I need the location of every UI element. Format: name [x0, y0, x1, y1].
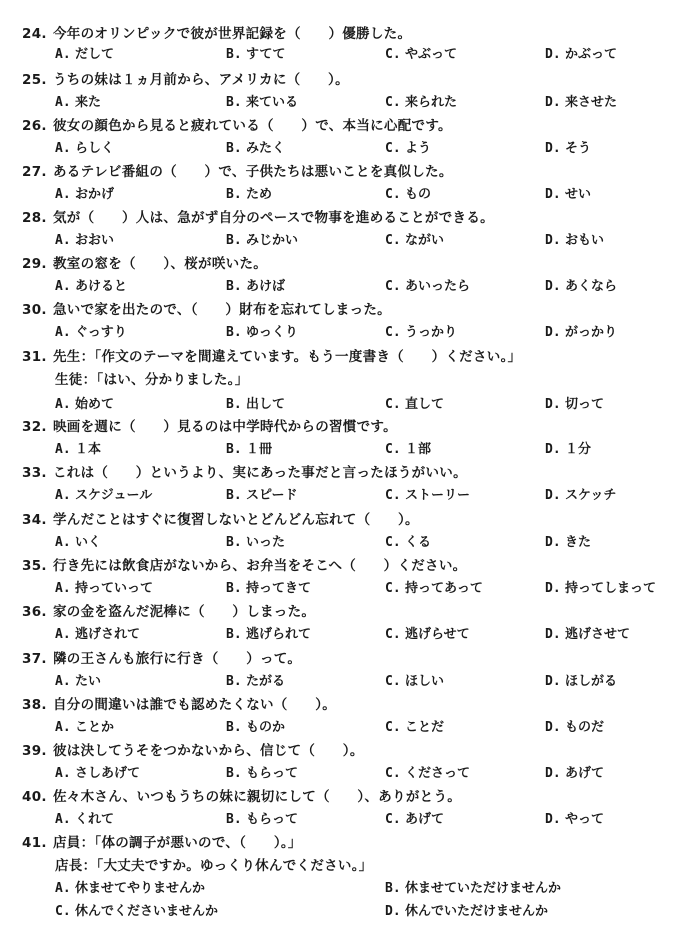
- option-letter: A.: [55, 141, 71, 156]
- option-b[interactable]: [226, 442, 272, 458]
- option-c[interactable]: [385, 233, 444, 249]
- question-stem: [22, 558, 466, 574]
- question-text: 学んだことはすぐに復習しないとどんどん忘れて（ ）。: [53, 512, 419, 528]
- option-text: 持ってきて: [246, 581, 312, 596]
- option-letter: C.: [385, 766, 401, 781]
- option-a[interactable]: [55, 581, 153, 597]
- option-letter: C.: [385, 141, 401, 156]
- option-text: たい: [75, 674, 102, 689]
- question-stem: [22, 256, 267, 272]
- option-a[interactable]: [55, 95, 101, 111]
- question-number: 37.: [22, 651, 47, 667]
- question-stem: [22, 118, 452, 134]
- option-c[interactable]: [385, 674, 444, 690]
- option-letter: A.: [55, 187, 71, 202]
- option-b[interactable]: [226, 279, 285, 295]
- option-c[interactable]: [385, 627, 470, 643]
- option-a[interactable]: [55, 141, 114, 157]
- question-stem: [22, 465, 467, 481]
- option-c[interactable]: [385, 325, 457, 341]
- option-letter: A.: [55, 766, 71, 781]
- question-text: 今年のオリンピックで彼が世界記録を（ ）優勝した。: [53, 26, 412, 42]
- option-d[interactable]: [545, 233, 604, 249]
- question-text: 佐々木さん、いつもうちの妹に親切にして（ ）、ありがとう。: [53, 789, 462, 805]
- option-letter: B.: [226, 233, 242, 248]
- question-text: 彼は決してうそをつかないから、信じて（ ）。: [53, 743, 364, 759]
- option-d[interactable]: [385, 904, 548, 920]
- option-letter: B.: [385, 881, 401, 896]
- question-text: 気が（ ）人は、急がず自分のペースで物事を進めることができる。: [53, 210, 494, 226]
- question-number: 25.: [22, 72, 47, 88]
- option-b[interactable]: [226, 233, 298, 249]
- option-letter: C.: [385, 720, 401, 735]
- option-letter: B.: [226, 141, 242, 156]
- option-letter: B.: [226, 812, 242, 827]
- option-letter: B.: [226, 720, 242, 735]
- option-letter: A.: [55, 279, 71, 294]
- option-letter: A.: [55, 581, 71, 596]
- question-stem: [22, 164, 453, 180]
- option-text: あけると: [75, 279, 128, 294]
- option-a[interactable]: [55, 720, 114, 736]
- option-letter: C.: [385, 627, 401, 642]
- option-letter: B.: [226, 397, 242, 412]
- option-c[interactable]: [385, 279, 470, 295]
- option-a[interactable]: [55, 233, 114, 249]
- option-a[interactable]: [55, 442, 101, 458]
- option-letter: C.: [385, 47, 401, 62]
- option-letter: D.: [545, 674, 561, 689]
- option-text: あげて: [565, 766, 605, 781]
- option-letter: D.: [545, 812, 561, 827]
- option-text: 休ませていただけませんか: [405, 881, 562, 896]
- option-letter: B.: [226, 279, 242, 294]
- question-text: 彼女の顔色から見ると疲れている（ ）で、本当に心配です。: [53, 118, 452, 134]
- option-text: くれて: [75, 812, 115, 827]
- option-letter: D.: [545, 325, 561, 340]
- option-text: ことだ: [405, 720, 445, 735]
- question-stem: [22, 72, 349, 88]
- option-letter: B.: [226, 187, 242, 202]
- option-d[interactable]: [545, 95, 617, 111]
- option-text: １部: [405, 442, 432, 457]
- question-stem: [22, 210, 494, 226]
- option-text: 休んでくださいませんか: [75, 904, 219, 919]
- option-text: よう: [405, 141, 432, 156]
- option-letter: C.: [385, 233, 401, 248]
- question-stem: [22, 512, 419, 528]
- option-letter: C.: [385, 279, 401, 294]
- option-text: もの: [405, 187, 432, 202]
- option-letter: C.: [385, 95, 401, 110]
- option-a[interactable]: [55, 627, 140, 643]
- option-letter: A.: [55, 47, 71, 62]
- option-letter: C.: [385, 187, 401, 202]
- question-number: 32.: [22, 419, 47, 435]
- option-text: ものか: [246, 720, 286, 735]
- dialog-line: 生徒：「はい、分かりました。」: [55, 372, 249, 388]
- option-b[interactable]: [226, 187, 272, 203]
- option-b[interactable]: [226, 627, 311, 643]
- option-b[interactable]: [226, 325, 298, 341]
- option-d[interactable]: [545, 627, 630, 643]
- option-letter: A.: [55, 488, 71, 503]
- option-c[interactable]: [385, 95, 457, 111]
- question-text: うちの妹は１ヵ月前から、アメリカに（ ）。: [53, 72, 349, 88]
- option-d[interactable]: [545, 766, 604, 782]
- option-text: あくなら: [565, 279, 618, 294]
- question-stem: [22, 835, 302, 851]
- option-text: １分: [565, 442, 592, 457]
- question-stem: [22, 789, 461, 805]
- option-text: あいったら: [405, 279, 471, 294]
- option-d[interactable]: [545, 720, 604, 736]
- option-c[interactable]: [385, 141, 431, 157]
- option-letter: B.: [226, 325, 242, 340]
- option-text: 出して: [246, 397, 286, 412]
- option-letter: B.: [226, 47, 242, 62]
- option-letter: A.: [55, 535, 71, 550]
- option-text: ことか: [75, 720, 115, 735]
- option-letter: B.: [226, 95, 242, 110]
- question-text: 先生：「作文のテーマを間違えています。もう一度書き（ ）ください。」: [53, 349, 522, 365]
- option-letter: B.: [226, 442, 242, 457]
- option-c[interactable]: [385, 535, 431, 551]
- option-letter: D.: [545, 442, 561, 457]
- option-text: スピード: [246, 488, 298, 503]
- option-letter: D.: [385, 904, 401, 919]
- option-b[interactable]: [385, 881, 561, 897]
- option-text: 直して: [405, 397, 445, 412]
- option-a[interactable]: [55, 397, 114, 413]
- option-text: ため: [246, 187, 273, 202]
- question-number: 40.: [22, 789, 47, 805]
- option-b[interactable]: [226, 812, 298, 828]
- option-text: たがる: [246, 674, 286, 689]
- option-b[interactable]: [226, 720, 285, 736]
- question-stem: [22, 349, 521, 365]
- option-text: おかげ: [75, 187, 115, 202]
- option-letter: C.: [385, 397, 401, 412]
- option-letter: D.: [545, 581, 561, 596]
- option-text: かぶって: [565, 47, 618, 62]
- option-c[interactable]: [385, 488, 470, 504]
- option-letter: B.: [226, 627, 242, 642]
- option-c[interactable]: [55, 904, 218, 920]
- question-number: 41.: [22, 835, 47, 851]
- option-a[interactable]: [55, 535, 101, 551]
- option-text: 持ってしまって: [565, 581, 657, 596]
- option-letter: A.: [55, 881, 71, 896]
- option-letter: C.: [385, 535, 401, 550]
- option-b[interactable]: [226, 535, 285, 551]
- option-d[interactable]: [545, 397, 604, 413]
- option-text: らしく: [75, 141, 115, 156]
- option-letter: D.: [545, 95, 561, 110]
- option-text: 来させた: [565, 95, 618, 110]
- option-letter: C.: [385, 812, 401, 827]
- option-text: すてて: [246, 47, 286, 62]
- option-text: 逃げされて: [75, 627, 141, 642]
- option-text: １冊: [246, 442, 273, 457]
- option-b[interactable]: [226, 674, 285, 690]
- option-text: ゆっくり: [246, 325, 298, 340]
- option-text: あげて: [405, 812, 445, 827]
- option-letter: A.: [55, 233, 71, 248]
- option-letter: D.: [545, 535, 561, 550]
- question-number: 38.: [22, 697, 47, 713]
- option-c[interactable]: [385, 47, 457, 63]
- option-text: 切って: [565, 397, 605, 412]
- option-letter: C.: [385, 581, 401, 596]
- option-letter: D.: [545, 47, 561, 62]
- option-text: ほしい: [405, 674, 445, 689]
- option-text: もらって: [246, 766, 299, 781]
- option-text: 休ませてやりませんか: [75, 881, 206, 896]
- option-text: きた: [565, 535, 592, 550]
- question-number: 33.: [22, 465, 47, 481]
- option-letter: D.: [545, 187, 561, 202]
- option-letter: D.: [545, 627, 561, 642]
- option-b[interactable]: [226, 141, 285, 157]
- option-letter: B.: [226, 488, 242, 503]
- option-text: スケジュール: [75, 488, 153, 503]
- option-text: 来た: [75, 95, 102, 110]
- option-text: スケッチ: [565, 488, 617, 503]
- option-c[interactable]: [385, 581, 483, 597]
- option-c[interactable]: [385, 720, 444, 736]
- option-c[interactable]: [385, 812, 444, 828]
- option-text: ほしがる: [565, 674, 618, 689]
- option-text: 逃げさせて: [565, 627, 631, 642]
- option-text: いった: [246, 535, 286, 550]
- question-number: 27.: [22, 164, 47, 180]
- option-b[interactable]: [226, 95, 298, 111]
- question-text: 隣の王さんも旅行に行き（ ）って。: [53, 651, 302, 667]
- question-number: 24.: [22, 26, 47, 42]
- option-c[interactable]: [385, 397, 444, 413]
- question-number: 30.: [22, 302, 47, 318]
- option-text: みたく: [246, 141, 286, 156]
- option-text: うっかり: [405, 325, 458, 340]
- option-letter: C.: [385, 674, 401, 689]
- option-letter: D.: [545, 766, 561, 781]
- option-text: くださって: [405, 766, 471, 781]
- option-text: １本: [75, 442, 102, 457]
- option-text: せい: [565, 187, 592, 202]
- option-text: ぐっすり: [75, 325, 127, 340]
- option-letter: A.: [55, 812, 71, 827]
- option-letter: A.: [55, 95, 71, 110]
- option-text: ものだ: [565, 720, 605, 735]
- option-d[interactable]: [545, 187, 591, 203]
- question-stem: [22, 743, 364, 759]
- option-d[interactable]: [545, 442, 591, 458]
- question-number: 36.: [22, 604, 47, 620]
- question-text: 急いで家を出たので、（ ）財布を忘れてしまった。: [53, 302, 391, 318]
- option-d[interactable]: [545, 535, 591, 551]
- option-text: おもい: [565, 233, 605, 248]
- option-text: もらって: [246, 812, 299, 827]
- option-a[interactable]: [55, 881, 205, 897]
- option-text: ストーリー: [405, 488, 471, 503]
- option-letter: C.: [385, 488, 401, 503]
- option-text: あけば: [246, 279, 286, 294]
- option-letter: B.: [226, 674, 242, 689]
- option-b[interactable]: [226, 47, 285, 63]
- question-stem: [22, 26, 411, 42]
- option-letter: B.: [226, 581, 242, 596]
- option-letter: A.: [55, 397, 71, 412]
- option-letter: C.: [55, 904, 71, 919]
- option-b[interactable]: [226, 581, 311, 597]
- option-letter: D.: [545, 141, 561, 156]
- option-d[interactable]: [545, 325, 617, 341]
- option-text: やって: [565, 812, 605, 827]
- option-c[interactable]: [385, 766, 470, 782]
- dialog-line: 店長：「大丈夫ですか。ゆっくり休んでください。」: [55, 858, 373, 874]
- option-letter: B.: [226, 535, 242, 550]
- question-text: 映画を週に（ ）見るのは中学時代からの習慣です。: [53, 419, 397, 435]
- option-text: 始めて: [75, 397, 115, 412]
- question-number: 26.: [22, 118, 47, 134]
- option-d[interactable]: [545, 279, 617, 295]
- option-text: さしあげて: [75, 766, 141, 781]
- option-d[interactable]: [545, 141, 591, 157]
- question-text: あるテレビ番組の（ ）で、子供たちは悪いことを真似した。: [53, 164, 453, 180]
- question-number: 29.: [22, 256, 47, 272]
- option-letter: A.: [55, 720, 71, 735]
- option-a[interactable]: [55, 812, 114, 828]
- option-text: 持ってあって: [405, 581, 483, 596]
- option-c[interactable]: [385, 442, 431, 458]
- option-a[interactable]: [55, 766, 140, 782]
- option-a[interactable]: [55, 187, 114, 203]
- option-d[interactable]: [545, 581, 656, 597]
- option-text: 休んでいただけませんか: [405, 904, 549, 919]
- option-d[interactable]: [545, 674, 617, 690]
- option-text: 逃げられて: [246, 627, 312, 642]
- option-letter: D.: [545, 720, 561, 735]
- option-b[interactable]: [226, 766, 298, 782]
- option-text: 逃げらせて: [405, 627, 470, 642]
- option-b[interactable]: [226, 397, 285, 413]
- option-a[interactable]: [55, 325, 127, 341]
- question-stem: [22, 604, 315, 620]
- option-letter: C.: [385, 442, 401, 457]
- question-number: 34.: [22, 512, 47, 528]
- question-text: 行き先には飲食店がないから、お弁当をそこへ（ ）ください。: [53, 558, 467, 574]
- option-text: 持っていって: [75, 581, 154, 596]
- option-letter: A.: [55, 627, 71, 642]
- option-d[interactable]: [545, 812, 604, 828]
- question-stem: [22, 697, 336, 713]
- option-letter: D.: [545, 233, 561, 248]
- option-letter: D.: [545, 279, 561, 294]
- option-text: おおい: [75, 233, 115, 248]
- option-text: ながい: [405, 233, 445, 248]
- option-letter: D.: [545, 397, 561, 412]
- option-text: だして: [75, 47, 115, 62]
- question-number: 28.: [22, 210, 47, 226]
- question-number: 35.: [22, 558, 47, 574]
- option-letter: A.: [55, 442, 71, 457]
- question-number: 31.: [22, 349, 47, 365]
- question-text: 店員：「体の調子が悪いので、（ ）。」: [53, 835, 302, 851]
- option-text: みじかい: [246, 233, 299, 248]
- option-text: くる: [405, 535, 432, 550]
- option-letter: C.: [385, 325, 401, 340]
- option-d[interactable]: [545, 47, 617, 63]
- question-text: 家の金を盗んだ泥棒に（ ）しまった。: [53, 604, 316, 620]
- question-number: 39.: [22, 743, 47, 759]
- option-a[interactable]: [55, 279, 127, 295]
- question-text: これは（ ）というより、実にあった事だと言ったほうがいい。: [53, 465, 467, 481]
- option-b[interactable]: [226, 488, 297, 504]
- option-text: 来られた: [405, 95, 458, 110]
- option-letter: A.: [55, 325, 71, 340]
- option-a[interactable]: [55, 488, 152, 504]
- option-letter: A.: [55, 674, 71, 689]
- option-text: いく: [75, 535, 102, 550]
- option-a[interactable]: [55, 674, 101, 690]
- question-stem: [22, 302, 391, 318]
- option-d[interactable]: [545, 488, 616, 504]
- option-text: やぶって: [405, 47, 458, 62]
- option-text: そう: [565, 141, 592, 156]
- question-stem: [22, 651, 301, 667]
- question-stem: [22, 419, 397, 435]
- option-a[interactable]: [55, 47, 114, 63]
- option-letter: B.: [226, 766, 242, 781]
- option-text: がっかり: [565, 325, 618, 340]
- option-text: 来ている: [246, 95, 299, 110]
- question-text: 教室の窓を（ ）、桜が咲いた。: [53, 256, 268, 272]
- option-c[interactable]: [385, 187, 431, 203]
- option-letter: D.: [545, 488, 561, 503]
- question-text: 自分の間違いは誰でも認めたくない（ ）。: [53, 697, 337, 713]
